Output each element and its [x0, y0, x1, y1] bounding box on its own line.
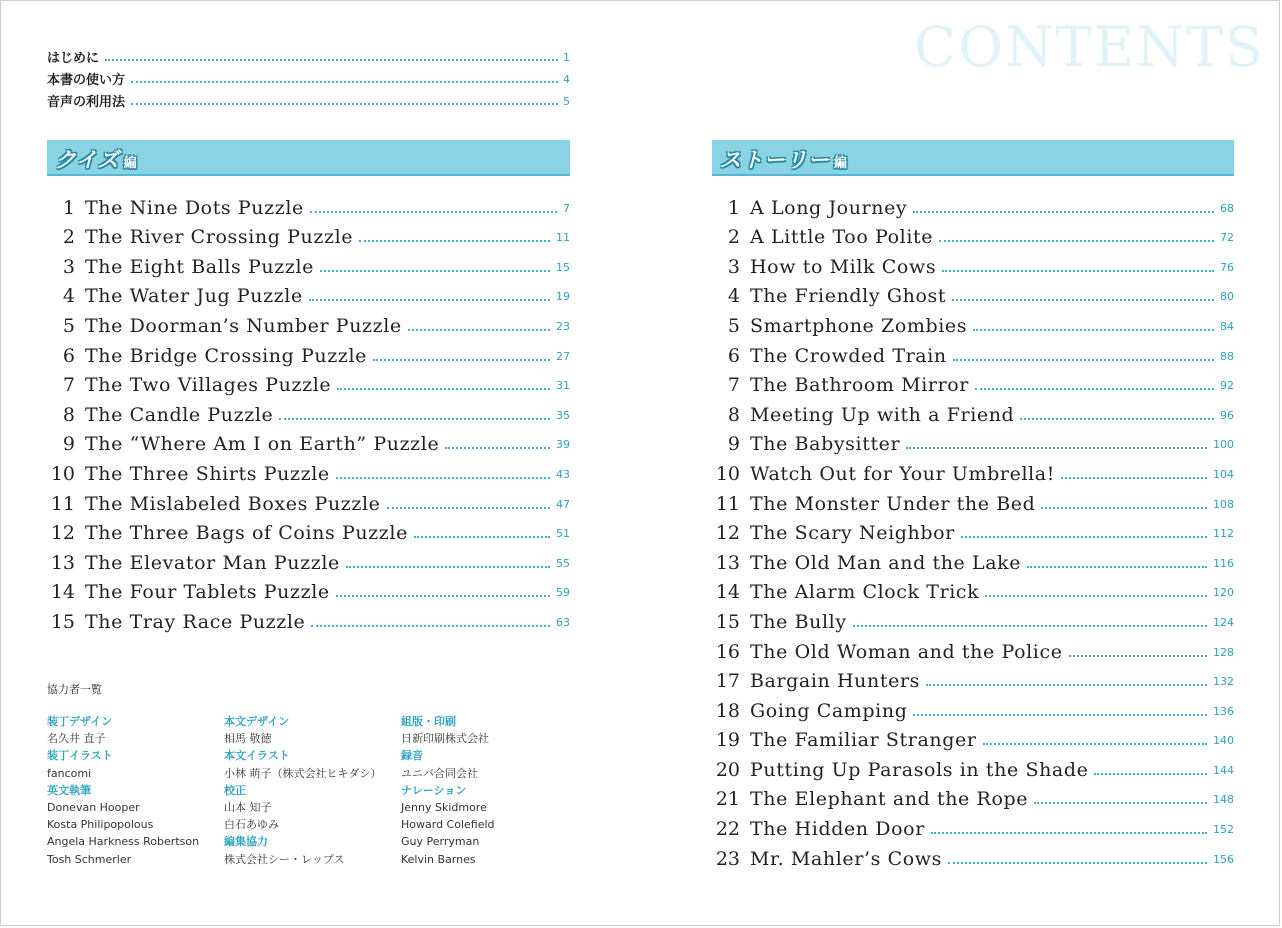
leader-dots [1034, 802, 1207, 804]
quiz-toc-item[interactable] [47, 189, 570, 219]
quiz-toc-item[interactable] [47, 367, 570, 397]
credit-person: Donevan Hooper [47, 801, 140, 815]
leader-dots [931, 832, 1207, 834]
intro-item[interactable] [47, 88, 570, 110]
quiz-toc-item[interactable] [47, 426, 570, 456]
story-section-suffix: 編 [834, 156, 849, 171]
toc-item-title: The Familiar Stranger [750, 729, 977, 752]
toc-item-title: The Hidden Door [750, 818, 925, 841]
story-toc-item[interactable] [712, 663, 1234, 693]
toc-item-title: The Two Villages Puzzle [85, 374, 332, 397]
story-toc-item[interactable] [712, 722, 1234, 752]
credit-role: 本文イラスト [224, 749, 290, 763]
credit-person: 白石あゆみ [224, 818, 279, 832]
credits-column-1 [47, 713, 199, 868]
toc-item-page: 148 [1213, 793, 1234, 807]
story-toc-item[interactable] [712, 515, 1234, 545]
leader-dots [336, 595, 550, 597]
story-toc-item[interactable] [712, 781, 1234, 811]
story-toc-item[interactable] [712, 485, 1234, 515]
toc-item-title: The Doorman’s Number Puzzle [85, 314, 402, 337]
toc-item-page: 112 [1213, 527, 1234, 541]
leader-dots [853, 625, 1207, 627]
leader-dots [973, 329, 1214, 331]
leader-dots [373, 359, 550, 361]
toc-item-title: The Elevator Man Puzzle [85, 551, 340, 574]
toc-item-number: 10 [50, 462, 75, 485]
toc-item-title: The Bathroom Mirror [750, 374, 969, 397]
leader-dots [939, 240, 1214, 242]
toc-item-page: 132 [1213, 675, 1234, 689]
toc-item-page: 156 [1213, 852, 1234, 866]
toc-item-number: 13 [715, 551, 740, 574]
toc-item-title: The “Where Am I on Earth” Puzzle [85, 433, 440, 456]
toc-item-page: 152 [1213, 823, 1234, 837]
leader-dots [131, 103, 558, 105]
credit-person: Kosta Philipopolous [47, 818, 154, 832]
toc-item-page: 19 [556, 290, 570, 304]
toc-item-title: The Bully [750, 610, 847, 633]
credit-role: 校正 [224, 783, 246, 797]
toc-item-page: 96 [1220, 408, 1234, 422]
intro-item-label: 音声の利用法 [47, 95, 126, 110]
toc-item-number: 19 [715, 729, 740, 752]
leader-dots [942, 270, 1214, 272]
story-toc-item[interactable] [712, 219, 1234, 249]
story-toc-item[interactable] [712, 396, 1234, 426]
quiz-toc-item[interactable] [47, 307, 570, 337]
quiz-toc-item[interactable] [47, 278, 570, 308]
credit-role: 本文デザイン [224, 715, 290, 728]
intro-list [47, 44, 570, 110]
story-toc-item[interactable] [712, 426, 1234, 456]
quiz-toc-item[interactable] [47, 219, 570, 249]
toc-item-number: 16 [715, 640, 740, 663]
credits-column-3 [401, 713, 495, 868]
toc-item-number: 2 [727, 226, 740, 249]
intro-item[interactable] [47, 44, 570, 66]
toc-item-title: Smartphone Zombies [750, 314, 968, 337]
toc-item-number: 8 [727, 403, 740, 426]
quiz-toc-item[interactable] [47, 544, 570, 574]
toc-item-number: 23 [715, 847, 740, 870]
credit-person: Guy Perryman [401, 835, 480, 849]
toc-item-page: 51 [556, 527, 570, 541]
leader-dots [952, 299, 1214, 301]
toc-item-number: 5 [62, 314, 75, 337]
leader-dots [346, 566, 550, 568]
credits-column-2 [224, 713, 381, 868]
intro-item-label: 本書の使い方 [47, 73, 126, 88]
quiz-section-banner [47, 140, 570, 176]
toc-item-page: 124 [1213, 615, 1234, 629]
toc-item-page: 76 [1220, 260, 1234, 274]
toc-item-page: 55 [556, 556, 570, 570]
story-toc-item[interactable] [712, 307, 1234, 337]
toc-item-title: The Alarm Clock Trick [750, 581, 980, 604]
toc-item-page: 47 [556, 497, 570, 511]
credit-person: 相馬 敬徳 [224, 732, 272, 746]
toc-item-page: 88 [1220, 349, 1234, 363]
toc-item-page: 23 [556, 319, 570, 333]
credit-person: 小林 萌子（株式会社ヒキダシ） [224, 766, 382, 780]
quiz-toc-item[interactable] [47, 455, 570, 485]
story-toc-item[interactable] [712, 810, 1234, 840]
leader-dots [975, 388, 1214, 390]
story-toc-item[interactable] [712, 248, 1234, 278]
credit-person: 山本 知子 [224, 801, 272, 815]
toc-item-number: 7 [727, 374, 740, 397]
toc-item-number: 12 [715, 522, 740, 545]
toc-item-number: 11 [50, 492, 75, 515]
credit-person: 日新印刷株式会社 [401, 732, 489, 746]
toc-item-title: The Three Shirts Puzzle [85, 462, 330, 485]
toc-item-page: 80 [1220, 290, 1234, 304]
credit-person: Howard Colefield [401, 818, 495, 832]
toc-item-number: 15 [50, 610, 75, 633]
toc-item-page: 140 [1213, 734, 1234, 748]
toc-item-number: 18 [715, 699, 740, 722]
toc-item-number: 17 [715, 670, 740, 693]
credit-role: 組版・印刷 [401, 715, 456, 728]
leader-dots [961, 536, 1207, 538]
toc-item-page: 104 [1213, 467, 1234, 481]
toc-item-page: 15 [556, 260, 570, 274]
toc-item-number: 15 [715, 610, 740, 633]
story-toc-item[interactable] [712, 840, 1234, 870]
toc-item-number: 3 [727, 255, 740, 278]
toc-item-number: 20 [715, 758, 740, 781]
toc-item-page: 39 [556, 438, 570, 452]
credit-person: 名久井 直子 [47, 732, 106, 746]
toc-item-number: 12 [50, 522, 75, 545]
leader-dots [1020, 418, 1214, 420]
toc-item-title: The Candle Puzzle [85, 403, 274, 426]
toc-item-number: 1 [727, 196, 740, 219]
toc-item-number: 7 [62, 374, 75, 397]
toc-item-page: 11 [556, 231, 570, 245]
story-toc-item[interactable] [712, 189, 1234, 219]
leader-dots [445, 447, 550, 449]
toc-item-title: The Four Tablets Puzzle [85, 581, 330, 604]
toc-item-number: 11 [715, 492, 740, 515]
toc-item-page: 100 [1213, 438, 1234, 452]
toc-item-number: 9 [727, 433, 740, 456]
toc-item-title: Putting Up Parasols in the Shade [750, 758, 1089, 781]
story-toc-item[interactable] [712, 633, 1234, 663]
toc-item-title: The Mislabeled Boxes Puzzle [85, 492, 381, 515]
toc-item-number: 14 [715, 581, 740, 604]
toc-item-number: 4 [62, 285, 75, 308]
toc-item-number: 6 [62, 344, 75, 367]
leader-dots [105, 59, 558, 61]
toc-item-title: How to Milk Cows [750, 255, 937, 278]
quiz-toc-item[interactable] [47, 337, 570, 367]
toc-item-title: The Bridge Crossing Puzzle [85, 344, 367, 367]
toc-item-page: 128 [1213, 645, 1234, 659]
credit-person: 株式会社シー・レップス [224, 852, 345, 866]
story-toc-item[interactable] [712, 278, 1234, 308]
intro-item-label: はじめに [47, 51, 100, 66]
credit-role: 英文執筆 [47, 783, 91, 797]
credit-role: 編集協力 [224, 835, 268, 849]
leader-dots [948, 862, 1207, 864]
leader-dots [359, 240, 550, 242]
leader-dots [926, 684, 1207, 686]
toc-item-number: 10 [715, 462, 740, 485]
leader-dots [311, 625, 550, 627]
leader-dots [337, 388, 550, 390]
toc-item-title: Bargain Hunters [750, 670, 920, 693]
quiz-toc-item[interactable] [47, 248, 570, 278]
story-toc-item[interactable] [712, 603, 1234, 633]
credits-heading: 協力者一覧 [47, 683, 102, 696]
story-section-banner [712, 140, 1234, 176]
credit-role: 録音 [401, 749, 423, 763]
toc-item-title: The Water Jug Puzzle [85, 285, 303, 308]
toc-item-number: 13 [50, 551, 75, 574]
toc-item-number: 5 [727, 314, 740, 337]
leader-dots [387, 507, 550, 509]
toc-item-page: 116 [1213, 556, 1234, 570]
toc-item-number: 6 [727, 344, 740, 367]
intro-item-page: 5 [563, 95, 570, 108]
toc-item-number: 8 [62, 403, 75, 426]
toc-item-page: 120 [1213, 586, 1234, 600]
toc-item-page: 63 [556, 615, 570, 629]
toc-item-title: The Eight Balls Puzzle [85, 255, 315, 278]
toc-item-number: 22 [715, 818, 740, 841]
credit-role: 装丁イラスト [47, 749, 113, 763]
leader-dots [913, 211, 1214, 213]
toc-item-title: A Long Journey [750, 196, 908, 219]
leader-dots [408, 329, 550, 331]
story-toc-item[interactable] [712, 367, 1234, 397]
toc-item-page: 144 [1213, 763, 1234, 777]
toc-item-title: A Little Too Polite [750, 226, 934, 249]
leader-dots [983, 743, 1208, 745]
story-toc-item[interactable] [712, 455, 1234, 485]
intro-item-page: 4 [563, 73, 570, 86]
toc-item-title: The Nine Dots Puzzle [85, 196, 304, 219]
toc-item-number: 1 [62, 196, 75, 219]
toc-item-page: 136 [1213, 704, 1234, 718]
toc-item-number: 21 [715, 788, 740, 811]
leader-dots [320, 270, 550, 272]
toc-item-page: 35 [556, 408, 570, 422]
toc-item-title: The Old Woman and the Police [750, 640, 1063, 663]
toc-item-page: 43 [556, 467, 570, 481]
leader-dots [913, 714, 1207, 716]
toc-item-title: The Elephant and the Rope [750, 788, 1029, 811]
toc-item-title: The Tray Race Puzzle [85, 610, 306, 633]
credit-role: ナレーション [401, 783, 467, 797]
quiz-toc-item[interactable] [47, 574, 570, 604]
quiz-toc-item[interactable] [47, 515, 570, 545]
toc-item-title: The Scary Neighbor [750, 522, 955, 545]
intro-item[interactable] [47, 66, 570, 88]
contents-title: CONTENTS [914, 15, 1265, 79]
leader-dots [1061, 477, 1207, 479]
leader-dots [1041, 507, 1207, 509]
leader-dots [953, 359, 1214, 361]
toc-item-page: 108 [1213, 497, 1234, 511]
story-toc-item[interactable] [712, 574, 1234, 604]
story-toc-item[interactable] [712, 692, 1234, 722]
quiz-toc-item[interactable] [47, 485, 570, 515]
leader-dots [279, 418, 550, 420]
leader-dots [985, 595, 1207, 597]
credit-person: Angela Harkness Robertson [47, 835, 200, 849]
toc-item-title: The Monster Under the Bed [750, 492, 1036, 515]
credit-person: Jenny Skidmore [401, 801, 487, 815]
leader-dots [309, 299, 550, 301]
leader-dots [1094, 773, 1207, 775]
toc-item-page: 72 [1220, 231, 1234, 245]
toc-item-title: The Friendly Ghost [750, 285, 947, 308]
toc-item-title: The Babysitter [750, 433, 901, 456]
credit-person: fancomi [47, 766, 92, 780]
toc-item-page: 92 [1220, 379, 1234, 393]
story-section-title: ストーリー 編 [720, 148, 849, 172]
toc-item-number: 9 [62, 433, 75, 456]
toc-item-number: 14 [50, 581, 75, 604]
quiz-section-suffix: 編 [123, 156, 138, 171]
toc-item-title: The Old Man and the Lake [750, 551, 1022, 574]
toc-item-title: Mr. Mahler’s Cows [750, 847, 942, 870]
quiz-section-title: クイズ 編 [55, 148, 138, 172]
quiz-toc [47, 189, 570, 633]
credit-role: 装丁デザイン [47, 715, 113, 728]
toc-item-title: Meeting Up with a Friend [750, 403, 1015, 426]
leader-dots [310, 211, 557, 213]
toc-item-title: Going Camping [750, 699, 908, 722]
story-toc-item[interactable] [712, 544, 1234, 574]
leader-dots [1069, 655, 1207, 657]
toc-item-title: The Three Bags of Coins Puzzle [85, 522, 408, 545]
toc-item-page: 84 [1220, 319, 1234, 333]
toc-item-page: 27 [556, 349, 570, 363]
quiz-toc-item[interactable] [47, 603, 570, 633]
toc-item-page: 7 [563, 201, 570, 215]
leader-dots [336, 477, 550, 479]
intro-item-page: 1 [563, 51, 570, 64]
leader-dots [1027, 566, 1207, 568]
toc-item-page: 59 [556, 586, 570, 600]
toc-item-title: The River Crossing Puzzle [85, 226, 354, 249]
toc-item-number: 3 [62, 255, 75, 278]
credit-person: Tosh Schmerler [47, 852, 132, 866]
quiz-toc-item[interactable] [47, 396, 570, 426]
toc-item-number: 2 [62, 226, 75, 249]
toc-item-page: 68 [1220, 201, 1234, 215]
story-toc [712, 189, 1234, 870]
toc-item-title: Watch Out for Your Umbrella! [750, 462, 1055, 485]
toc-item-number: 4 [727, 285, 740, 308]
story-toc-item[interactable] [712, 751, 1234, 781]
toc-item-page: 31 [556, 379, 570, 393]
credit-person: Kelvin Barnes [401, 852, 476, 866]
leader-dots [131, 81, 558, 83]
credit-person: ユニバ合同会社 [401, 766, 478, 780]
story-toc-item[interactable] [712, 337, 1234, 367]
leader-dots [906, 447, 1207, 449]
leader-dots [414, 536, 550, 538]
toc-item-title: The Crowded Train [750, 344, 947, 367]
